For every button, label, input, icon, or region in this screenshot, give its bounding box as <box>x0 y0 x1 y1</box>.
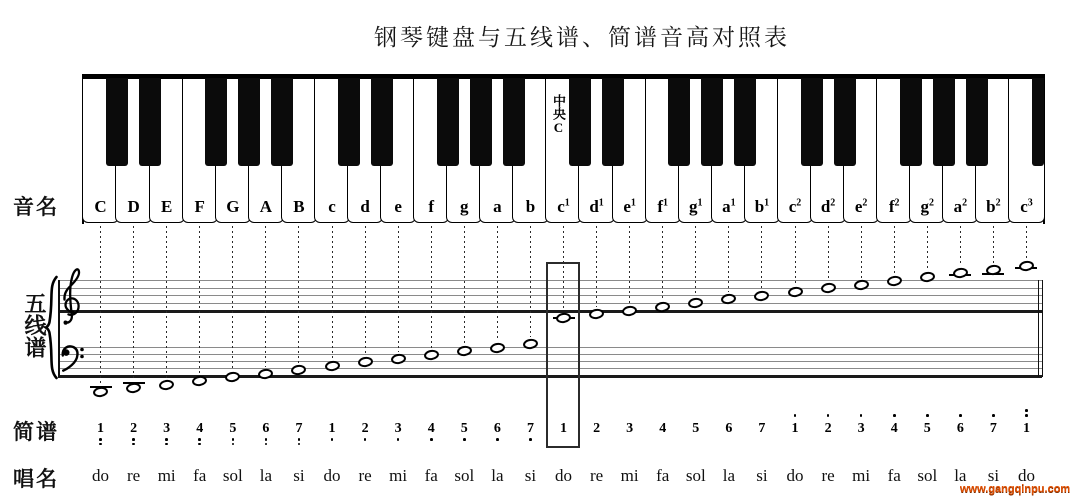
jianpu-octave-dot <box>794 414 797 417</box>
jianpu-cell: 2 <box>593 421 601 436</box>
treble-clef-icon <box>58 261 88 329</box>
key-label: c <box>328 197 336 216</box>
staff-barline <box>1042 280 1044 377</box>
jianpu-octave-dot <box>232 438 235 441</box>
jianpu-octave-dot <box>529 438 532 441</box>
piano-black-key <box>238 78 260 166</box>
jianpu-octave-dot <box>860 414 863 417</box>
piano-black-key <box>801 78 823 166</box>
whole-note <box>754 290 770 302</box>
whole-note <box>588 308 604 320</box>
jianpu-octave-dot <box>496 438 499 441</box>
piano-black-key <box>106 78 128 166</box>
piano-black-key <box>834 78 856 166</box>
key-connector-line <box>265 226 266 367</box>
whole-note <box>820 282 836 294</box>
piano-black-key <box>271 78 293 166</box>
whole-note <box>622 305 638 317</box>
jianpu-cell: 1 <box>1022 421 1030 436</box>
jianpu-cell: 6 <box>956 421 964 436</box>
solfege-cell: do <box>92 466 110 485</box>
jianpu-cell: 3 <box>626 421 634 436</box>
piano-black-key <box>701 78 723 166</box>
key-connector-line <box>861 226 862 278</box>
jianpu-cell: 3 <box>163 421 171 436</box>
solfege-cell: sol <box>222 466 243 485</box>
jianpu-cell: 2 <box>130 421 138 436</box>
jianpu-octave-dot <box>298 438 301 441</box>
key-label: $g^2$ <box>920 197 935 216</box>
key-label: e <box>394 197 402 216</box>
solfege-cell: mi <box>389 466 408 485</box>
solfege-cell: sol <box>685 466 706 485</box>
whole-note <box>787 286 803 298</box>
piano-black-key <box>371 78 393 166</box>
grand-staff-brace-icon <box>45 276 58 379</box>
piano-black-key <box>966 78 988 166</box>
solfege-cell: fa <box>424 466 438 485</box>
row-label-staff-notation: 五线谱 <box>22 292 47 358</box>
jianpu-cell: 4 <box>196 421 204 436</box>
jianpu-cell: 1 <box>791 421 799 436</box>
piano-black-key <box>668 78 690 166</box>
solfege-cell: re <box>126 466 141 485</box>
jianpu-cell: 5 <box>229 421 237 436</box>
piano-black-key <box>503 78 525 166</box>
key-label: $d^2$ <box>820 197 836 216</box>
solfege-cell: sol <box>454 466 475 485</box>
key-connector-line <box>166 226 167 378</box>
jianpu-cell: 1 <box>328 421 336 436</box>
whole-note <box>324 360 340 372</box>
jianpu-cell: 5 <box>460 421 468 436</box>
key-connector-line <box>927 226 928 270</box>
solfege-cell: re <box>821 466 835 485</box>
key-label: D <box>127 197 140 216</box>
whole-note <box>1018 260 1034 272</box>
staff-barline <box>1038 280 1040 377</box>
whole-note <box>721 293 737 305</box>
key-connector-line <box>464 226 465 344</box>
jianpu-octave-dot <box>893 414 896 417</box>
key-connector-line <box>894 226 895 274</box>
jianpu-cell: 2 <box>824 421 832 436</box>
whole-note <box>688 297 704 309</box>
jianpu-octave-dot <box>298 443 301 446</box>
piano-black-key <box>139 78 161 166</box>
key-label: $a^2$ <box>953 197 968 216</box>
piano-black-key <box>933 78 955 166</box>
jianpu-cell: 6 <box>493 421 501 436</box>
jianpu-cell: 7 <box>989 421 997 436</box>
solfege-cell: do <box>323 466 341 485</box>
key-label: a <box>493 197 502 216</box>
solfege-cell: re <box>358 466 372 485</box>
key-label: A <box>259 197 273 216</box>
solfege-cell: mi <box>852 466 871 485</box>
key-label: d <box>360 197 370 216</box>
key-connector-line <box>662 226 663 300</box>
row-label-jianpu: 简谱 <box>13 421 59 444</box>
key-label: f <box>428 197 435 216</box>
key-connector-line <box>398 226 399 352</box>
jianpu-cell: 7 <box>295 421 303 436</box>
key-label: g <box>460 197 469 216</box>
middle-c-label: 中央C <box>551 94 566 135</box>
key-label: $c^3$ <box>1020 197 1033 216</box>
solfege-cell: fa <box>887 466 901 485</box>
key-label: C <box>94 197 107 216</box>
solfege-cell: do <box>1017 466 1035 485</box>
piano-black-key <box>338 78 360 166</box>
key-connector-line <box>530 226 531 337</box>
key-label: G <box>226 197 240 216</box>
jianpu-cell: 3 <box>394 421 402 436</box>
key-label: $c^1$ <box>557 197 570 216</box>
solfege-cell: si <box>293 466 305 485</box>
solfege-cell: la <box>491 466 504 485</box>
jianpu-octave-dot <box>959 414 962 417</box>
jianpu-cell: 4 <box>427 421 435 436</box>
row-label-note-names: 音名 <box>13 196 59 219</box>
jianpu-cell: 4 <box>659 421 667 436</box>
whole-note <box>456 345 472 357</box>
whole-note <box>522 338 538 350</box>
whole-note <box>357 356 373 368</box>
jianpu-cell: 7 <box>758 421 766 436</box>
key-connector-line <box>298 226 299 363</box>
jianpu-octave-dot <box>331 438 334 441</box>
jianpu-cell: 1 <box>97 421 105 436</box>
jianpu-cell: 5 <box>692 421 700 436</box>
key-label: b <box>525 197 536 216</box>
jianpu-octave-dot <box>926 414 929 417</box>
jianpu-octave-dot <box>198 438 201 441</box>
whole-note <box>919 271 935 283</box>
key-connector-line <box>629 226 630 304</box>
solfege-cell: la <box>259 466 273 485</box>
whole-note <box>952 267 968 279</box>
solfege-cell: si <box>524 466 537 485</box>
jianpu-cell: 2 <box>361 421 369 436</box>
jianpu-octave-dot <box>265 438 268 441</box>
key-connector-line <box>332 226 333 359</box>
key-connector-line <box>761 226 762 289</box>
key-label: $a^1$ <box>722 197 736 216</box>
key-connector-line <box>199 226 200 374</box>
piano-black-key <box>437 78 459 166</box>
jianpu-octave-dot <box>165 438 168 441</box>
key-connector-line <box>795 226 796 285</box>
jianpu-cell: 6 <box>725 421 733 436</box>
solfege-cell: sol <box>917 466 938 485</box>
key-label: B <box>293 197 305 216</box>
jianpu-octave-dot <box>1025 414 1028 417</box>
solfege-cell: si <box>987 466 1000 485</box>
key-connector-line <box>133 226 134 381</box>
jianpu-octave-dot <box>463 438 466 441</box>
whole-note <box>192 375 208 387</box>
whole-note <box>886 275 902 287</box>
key-connector-line <box>728 226 729 292</box>
jianpu-octave-dot <box>165 443 168 446</box>
piano-black-key <box>569 78 591 166</box>
whole-note <box>258 368 274 380</box>
solfege-cell: do <box>786 466 804 485</box>
whole-note <box>291 364 307 376</box>
key-connector-line <box>1026 226 1027 259</box>
key-connector-line <box>365 226 366 355</box>
whole-note <box>125 382 141 394</box>
solfege-cell: mi <box>620 466 639 485</box>
jianpu-cell: 1 <box>560 421 567 436</box>
solfege-cell: mi <box>157 466 176 485</box>
jianpu-octave-dot <box>992 414 995 417</box>
piano-black-key <box>1032 78 1044 166</box>
jianpu-cell: 3 <box>857 421 865 436</box>
key-connector-line <box>431 226 432 348</box>
key-connector-line <box>100 226 101 385</box>
jianpu-octave-dot <box>827 414 830 417</box>
watermark: www.gangqinpu.com <box>960 483 1071 495</box>
key-connector-line <box>993 226 994 263</box>
key-label: $d^1$ <box>589 197 604 216</box>
jianpu-cell: 6 <box>262 421 270 436</box>
piano-black-key <box>734 78 756 166</box>
key-connector-line <box>960 226 961 266</box>
solfege-cell: re <box>589 466 604 485</box>
jianpu-octave-dot <box>364 438 367 441</box>
key-label: $f^1$ <box>657 197 669 216</box>
key-label: $g^1$ <box>689 197 703 216</box>
jianpu-octave-dot <box>232 443 235 446</box>
key-connector-line <box>596 226 597 307</box>
page-title: 钢琴键盘与五线谱、简谱音高对照表 <box>374 25 790 50</box>
key-label: F <box>194 197 205 216</box>
jianpu-octave-dot <box>397 438 400 441</box>
jianpu-cell: 4 <box>890 421 898 436</box>
key-label: $e^1$ <box>623 197 636 216</box>
jianpu-cell: 7 <box>526 421 534 436</box>
solfege-cell: fa <box>656 466 670 485</box>
solfege-cell: si <box>756 466 768 485</box>
whole-note <box>159 379 175 391</box>
jianpu-octave-dot <box>1025 409 1028 412</box>
jianpu-cell: 5 <box>923 421 931 436</box>
whole-note <box>489 342 505 354</box>
key-connector-line <box>695 226 696 296</box>
bass-clef-icon <box>61 344 85 374</box>
key-label: $b^1$ <box>754 197 770 216</box>
whole-note <box>92 386 108 398</box>
whole-note <box>225 371 241 383</box>
key-label: $f^2$ <box>888 197 900 216</box>
piano-black-key <box>602 78 624 166</box>
jianpu-octave-dot <box>132 443 135 446</box>
piano-black-key <box>205 78 227 166</box>
solfege-cell: do <box>555 466 572 485</box>
key-label: $e^2$ <box>854 197 868 216</box>
piano-black-key <box>470 78 492 166</box>
solfege-cell: la <box>954 466 967 485</box>
key-label: $c^2$ <box>788 197 802 216</box>
jianpu-octave-dot <box>132 438 135 441</box>
solfege-cell: fa <box>193 466 207 485</box>
key-connector-line <box>828 226 829 281</box>
row-label-solfege: 唱名 <box>13 468 59 491</box>
jianpu-octave-dot <box>265 443 268 446</box>
key-label: $b^2$ <box>986 197 1001 216</box>
whole-note <box>423 349 439 361</box>
solfege-cell: la <box>722 466 735 485</box>
jianpu-octave-dot <box>198 443 201 446</box>
jianpu-octave-dot <box>430 438 433 441</box>
key-label: E <box>160 197 173 216</box>
piano-black-key <box>900 78 922 166</box>
key-connector-line <box>232 226 233 370</box>
jianpu-octave-dot <box>99 443 102 446</box>
key-connector-line <box>497 226 498 341</box>
jianpu-octave-dot <box>99 438 102 441</box>
